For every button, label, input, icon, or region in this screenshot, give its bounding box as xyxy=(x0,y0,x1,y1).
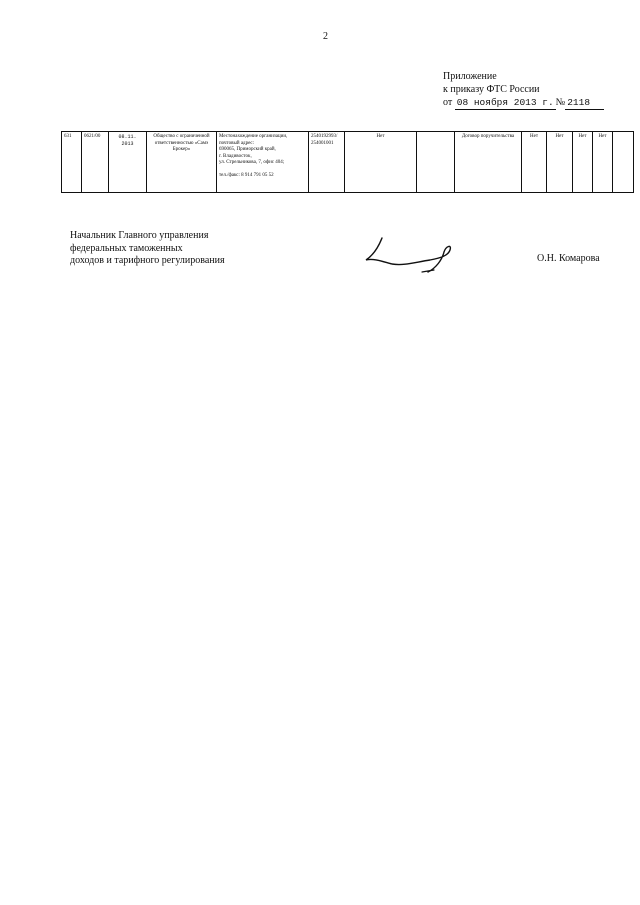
address-line: Местонахождение организации, xyxy=(219,134,288,139)
number-sign: № xyxy=(555,97,566,108)
register-table xyxy=(61,131,634,193)
date-line-2: 2013 xyxy=(121,140,134,147)
address-line: ул. Стрельникова, 7, офис 404; xyxy=(219,160,285,165)
page-number: 2 xyxy=(323,31,328,42)
cell-col9: Договор поручительства xyxy=(455,132,522,193)
address-line: г. Владивосток, xyxy=(219,153,252,159)
title-line-1: Начальник Главного управления xyxy=(70,230,209,241)
appendix-title: Приложение xyxy=(443,71,497,82)
cell-org-name: Общество с ограниченной ответственностью «Самэ Брокер» xyxy=(147,132,217,193)
appendix-date-prefix: от xyxy=(443,97,453,108)
cell-col10: Нет xyxy=(522,132,547,193)
cell-col8 xyxy=(417,132,455,193)
appendix-number: 2118 xyxy=(565,96,604,110)
cell-col11: Нет xyxy=(547,132,573,193)
appendix-date-line xyxy=(443,96,604,110)
cell-date xyxy=(109,132,147,193)
cell-seq: 631 xyxy=(62,132,82,193)
title-line-2: федеральных таможенных xyxy=(70,242,183,254)
handwritten-signature xyxy=(360,232,460,280)
cell-address xyxy=(217,132,309,193)
cell-reg-number: 0621/00 xyxy=(82,132,109,193)
cell-col7: Нет xyxy=(345,132,417,193)
signatory-name: О.Н. Комарова xyxy=(537,253,600,264)
appendix-date: 08 ноября 2013 г. xyxy=(456,97,554,108)
signature-title xyxy=(70,230,225,268)
address-line: почтовый адрес: xyxy=(219,140,255,146)
address-line: тел./факс: 8 914 791 05 52 xyxy=(219,173,274,178)
date-line-1: 08.11. xyxy=(118,134,137,140)
table-row xyxy=(62,132,634,193)
cell-col12: Нет xyxy=(573,132,593,193)
title-line-3: доходов и тарифного регулирования xyxy=(70,255,225,266)
appendix-header xyxy=(443,70,604,110)
address-line: 690065, Приморский край, xyxy=(219,147,276,152)
cell-col13: Нет xyxy=(593,132,613,193)
cell-inn-kpp: 2540192993/ 254001001 xyxy=(309,132,345,193)
appendix-order-ref: к приказу ФТС России xyxy=(443,84,540,95)
cell-col14 xyxy=(613,132,634,193)
